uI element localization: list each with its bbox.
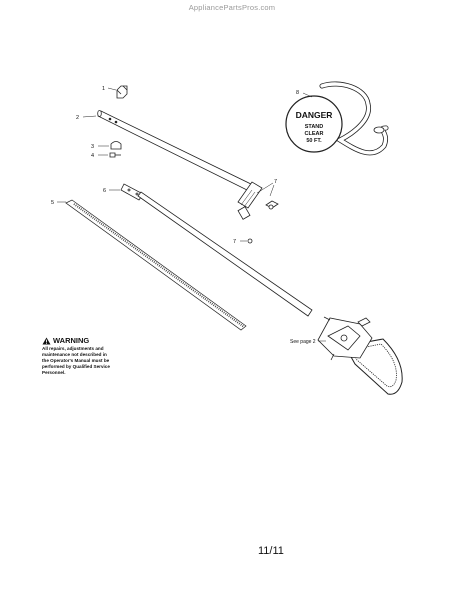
warning-box — [42, 336, 140, 376]
saw-head-assembly — [318, 317, 402, 394]
see-page-label: See page 2 — [290, 339, 316, 345]
watermark-text: AppliancePartsPros.com — [188, 3, 276, 12]
callout-3: 3 — [91, 144, 95, 150]
callout-5: 5 — [51, 200, 55, 206]
part-7-nut — [240, 239, 252, 243]
warning-line: performed by Qualified Service — [42, 364, 110, 369]
part-5-drive-shaft — [57, 200, 246, 330]
part-2-upper-shaft — [83, 111, 255, 193]
warning-line: maintenance not described in — [42, 352, 107, 357]
warning-line: Personnel. — [42, 370, 66, 375]
warning-line: All repairs, adjustments and — [42, 346, 104, 351]
callout-7-lower: 7 — [233, 239, 237, 245]
danger-line-1: STAND — [304, 124, 324, 130]
warning-triangle-icon — [42, 337, 51, 345]
part-4-screw — [98, 153, 121, 157]
danger-line-2: CLEAR — [304, 131, 324, 137]
danger-line-3: 50 FT. — [306, 138, 322, 144]
callout-7-upper: 7 — [274, 179, 278, 185]
part-3-bracket — [98, 142, 121, 150]
page-number: 11/11 — [258, 545, 284, 557]
callout-1: 1 — [102, 86, 106, 92]
callout-2: 2 — [76, 115, 80, 121]
part-1-clamp — [108, 86, 127, 98]
warning-title — [42, 336, 140, 345]
callout-4: 4 — [91, 153, 95, 159]
warning-line: the Operator's Manual must be — [42, 358, 110, 363]
callout-6: 6 — [103, 188, 107, 194]
danger-heading: DANGER — [295, 110, 333, 120]
warning-body — [42, 346, 140, 376]
callout-8: 8 — [296, 90, 300, 96]
warning-title-text: WARNING — [53, 336, 90, 345]
